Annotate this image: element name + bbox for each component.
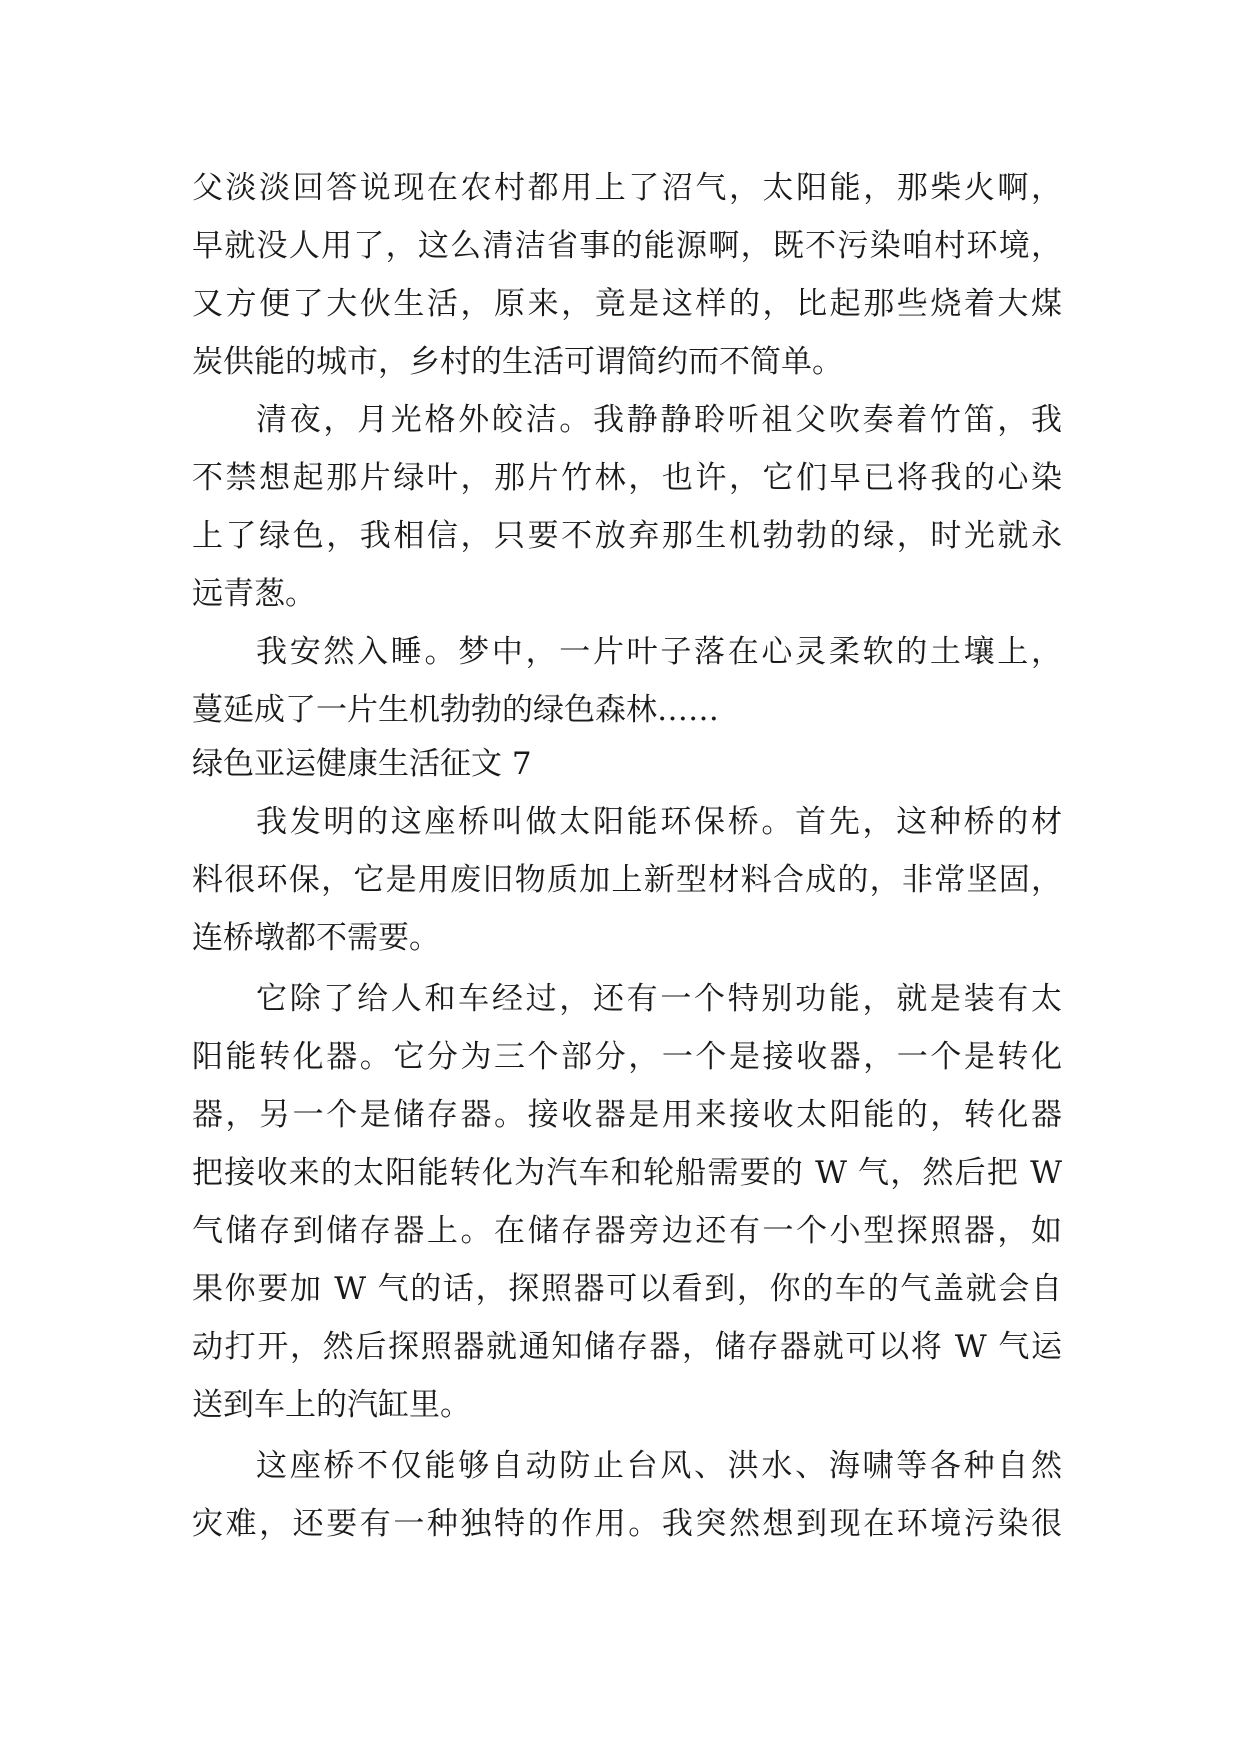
paragraph-line: 送到车上的汽缸里。 (192, 1387, 471, 1423)
paragraph-line: 这座桥不仅能够自动防止台风、洪水、海啸等各种自然 (256, 1448, 1062, 1484)
paragraph-line: 阳能转化器。它分为三个部分，一个是接收器，一个是转化 (192, 1039, 1062, 1075)
section-heading: 绿色亚运健康生活征文 7 (192, 746, 532, 782)
paragraph-line: 灾难，还要有一种独特的作用。我突然想到现在环境污染很 (192, 1506, 1062, 1542)
paragraph-line: 上了绿色，我相信，只要不放弃那生机勃勃的绿，时光就永 (192, 518, 1062, 554)
paragraph-line: 器，另一个是储存器。接收器是用来接收太阳能的，转化器 (192, 1097, 1062, 1133)
paragraph-line: 不禁想起那片绿叶，那片竹林，也许，它们早已将我的心染 (192, 460, 1062, 496)
paragraph-line: 动打开，然后探照器就通知储存器，储存器就可以将 W 气运 (192, 1329, 1062, 1365)
paragraph-line: 炭供能的城市，乡村的生活可谓简约而不简单。 (192, 344, 843, 380)
paragraph-line: 清夜，月光格外皎洁。我静静聆听祖父吹奏着竹笛，我 (256, 402, 1062, 438)
paragraph-line: 把接收来的太阳能转化为汽车和轮船需要的 W 气，然后把 W (192, 1155, 1062, 1191)
paragraph-line: 早就没人用了，这么清洁省事的能源啊，既不污染咱村环境， (192, 228, 1062, 264)
paragraph-line: 我安然入睡。梦中，一片叶子落在心灵柔软的土壤上， (256, 634, 1062, 670)
paragraph-line: 连桥墩都不需要。 (192, 920, 440, 956)
paragraph-line: 我发明的这座桥叫做太阳能环保桥。首先，这种桥的材 (256, 804, 1062, 840)
paragraph-line: 又方便了大伙生活，原来，竟是这样的，比起那些烧着大煤 (192, 286, 1062, 322)
paragraph-line: 果你要加 W 气的话，探照器可以看到，你的车的气盖就会自 (192, 1271, 1062, 1307)
paragraph-line: 父淡淡回答说现在农村都用上了沼气，太阳能，那柴火啊， (192, 170, 1062, 206)
paragraph-line: 料很环保，它是用废旧物质加上新型材料合成的，非常坚固， (192, 862, 1062, 898)
paragraph-line: 远青葱。 (192, 576, 316, 612)
paragraph-line: 蔓延成了一片生机勃勃的绿色森林…… (192, 692, 719, 728)
paragraph-line: 气储存到储存器上。在储存器旁边还有一个小型探照器，如 (192, 1213, 1062, 1249)
paragraph-line: 它除了给人和车经过，还有一个特别功能，就是装有太 (256, 981, 1062, 1017)
